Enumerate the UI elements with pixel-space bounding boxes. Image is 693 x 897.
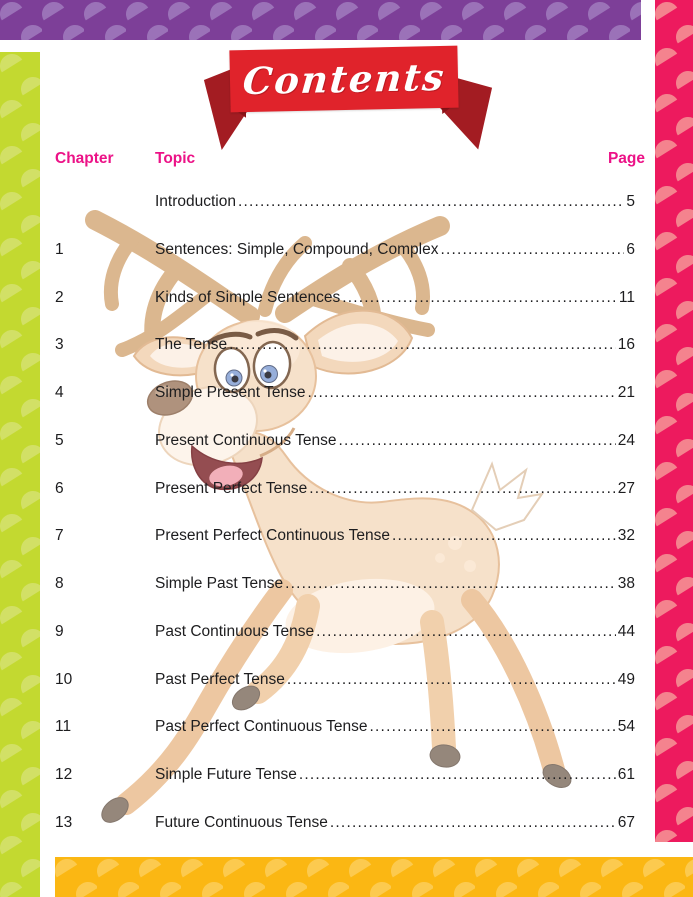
topic-title: The Tense [155,336,228,354]
ribbon-band [229,46,458,113]
toc-row [55,671,635,719]
page-number: 21 [617,384,635,401]
topic-title: Introduction [155,193,236,210]
toc-row [55,814,635,862]
page-number: 24 [617,431,635,449]
page-number: 6 [626,240,635,258]
topic-title: Kinds of Simple Sentences [155,288,341,306]
chapter-number: 4 [55,384,64,401]
topic-title: Present Perfect Continuous Tense [155,527,390,545]
toc-row [55,766,635,814]
chapter-number: 13 [55,813,73,831]
dotted-leader [370,718,616,736]
topic-title: Past Perfect Continuous Tense [155,718,368,736]
topic-title: Simple Present Tense [155,384,306,401]
toc-row [55,480,635,528]
chapter-number: 1 [55,240,64,258]
dotted-leader [440,241,624,259]
toc-row [55,527,635,575]
dotted-leader [285,575,616,593]
page-title: Contents [240,54,448,104]
page-number: 27 [617,479,635,497]
dotted-leader [330,814,616,832]
chapter-column-header: Chapter [55,150,114,167]
topic-title: Past Continuous Tense [155,622,315,640]
topic-column-header: Topic [155,150,196,167]
dotted-leader [229,336,616,354]
chapter-number: 11 [55,718,72,736]
dotted-leader [309,480,616,498]
top-border-purple [0,0,641,40]
chapter-number: 12 [55,766,73,783]
page-number: 49 [617,670,635,688]
contents-banner [192,40,492,160]
toc-list [55,193,635,862]
topic-title: Future Continuous Tense [155,813,328,831]
topic-title: Simple Past Tense [155,575,284,592]
dotted-leader [308,384,616,402]
topic-title: Past Perfect Tense [155,670,285,688]
dotted-leader [339,432,616,450]
page-number: 61 [617,766,635,783]
chapter-number: 3 [55,336,64,354]
right-border-pink [655,0,693,842]
chapter-number: 7 [55,527,64,545]
dotted-leader [316,623,616,641]
toc-row [55,336,635,384]
page-number: 44 [617,622,635,640]
toc-row [55,193,635,241]
dotted-leader [392,527,616,545]
page-number: 38 [617,575,635,592]
toc-row [55,241,635,289]
toc-row [55,718,635,766]
page-number: 16 [617,336,635,354]
toc-row [55,623,635,671]
left-border-green [0,52,40,897]
chapter-number: 8 [55,575,64,592]
chapter-number: 2 [55,288,64,306]
dotted-leader [299,766,616,784]
toc-row [55,289,635,337]
topic-title: Present Continuous Tense [155,431,337,449]
chapter-number: 9 [55,622,64,640]
topic-title: Sentences: Simple, Compound, Complex [155,240,439,258]
page-number: 54 [617,718,635,736]
dotted-leader [342,289,617,307]
topic-title: Simple Future Tense [155,766,297,783]
toc-row [55,575,635,623]
page-column-header: Page [607,150,645,167]
chapter-number: 5 [55,431,64,449]
page-number: 32 [617,527,635,545]
dotted-leader [287,671,616,689]
page-number: 5 [626,193,635,210]
bottom-border-yellow [55,857,693,897]
page-number: 67 [617,813,635,831]
toc-row [55,432,635,480]
topic-title: Present Perfect Tense [155,479,308,497]
chapter-number: 10 [55,670,73,688]
page-number: 11 [618,288,635,306]
dotted-leader [238,193,624,211]
toc-row [55,384,635,432]
chapter-number: 6 [55,479,64,497]
